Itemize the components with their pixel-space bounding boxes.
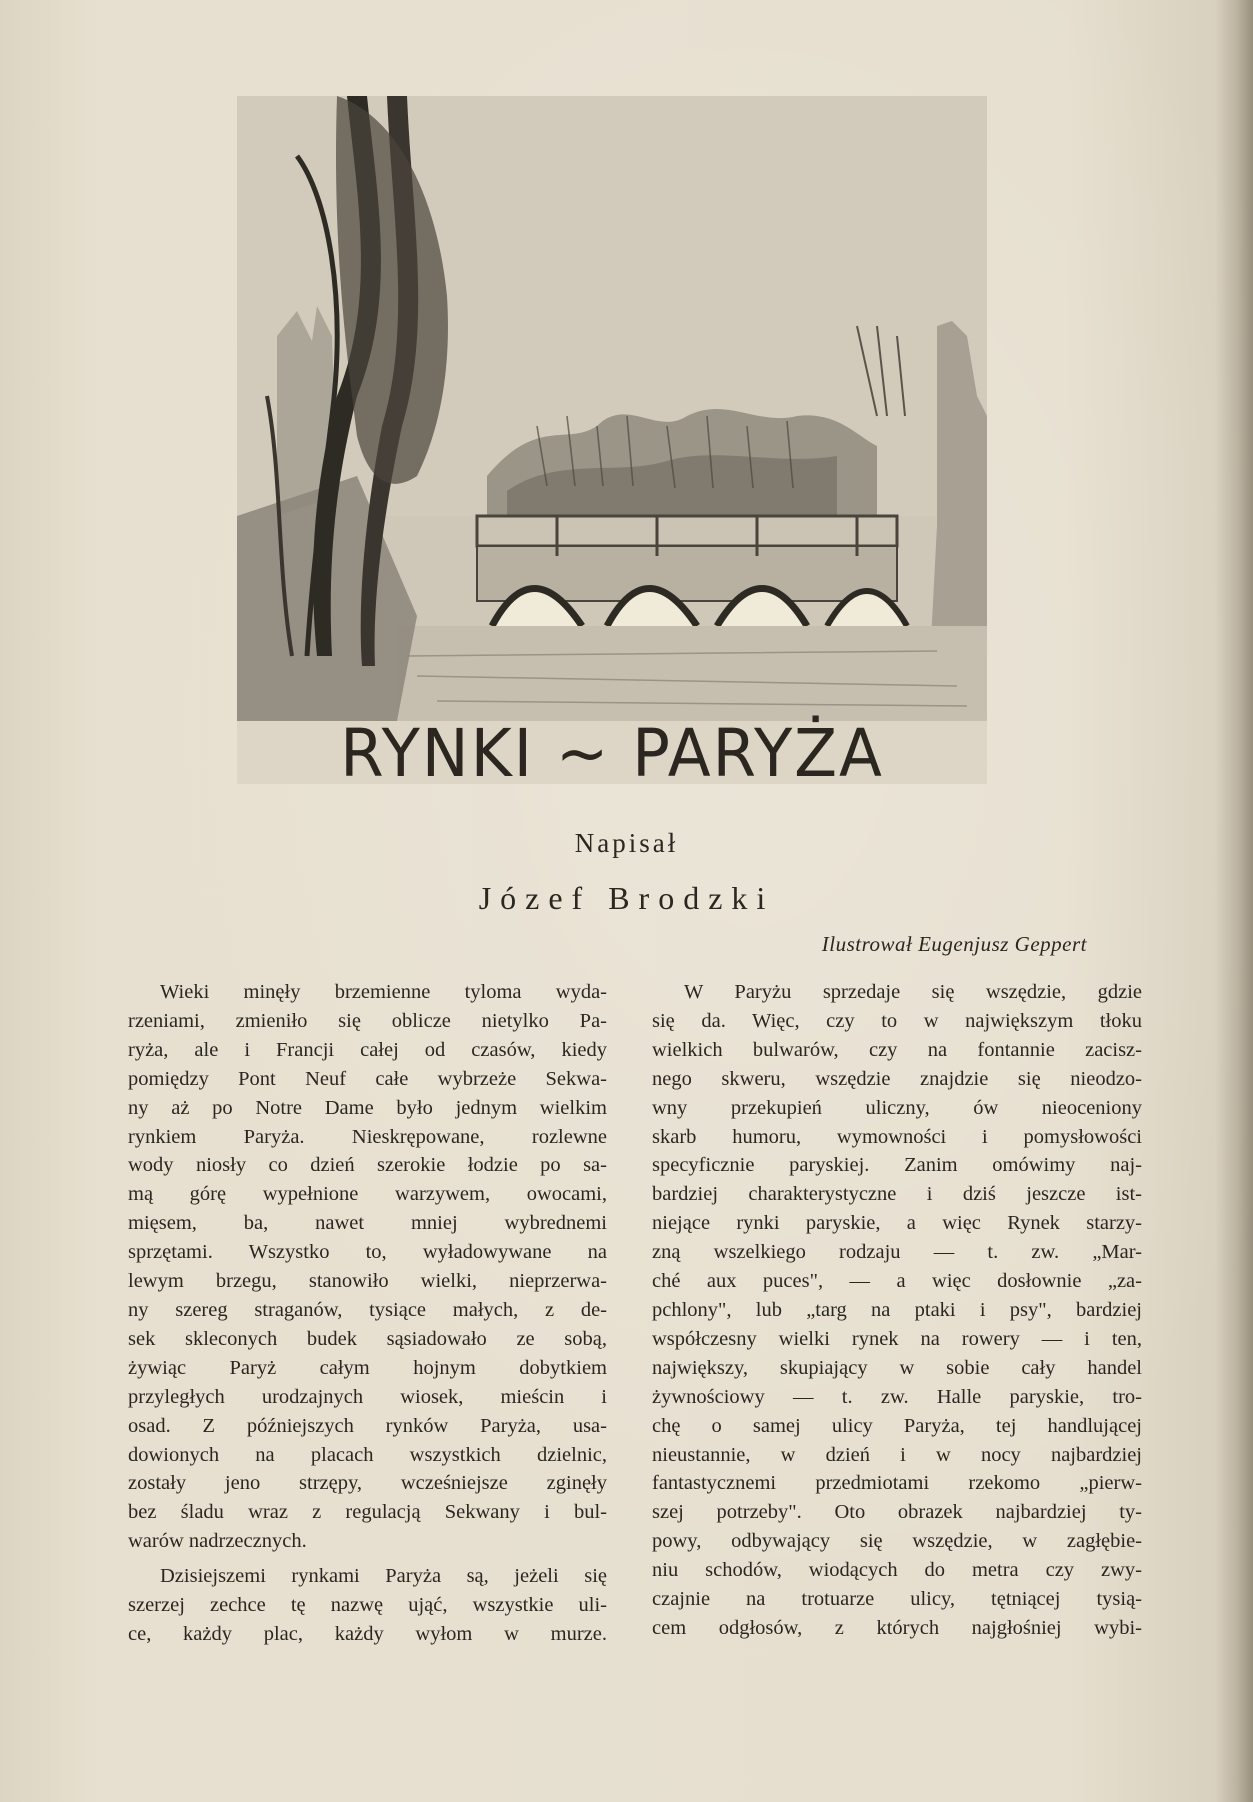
text-line: bez śladu wraz z regulacją Sekwany i bul-: [128, 1501, 607, 1524]
text-line: wielkich bulwarów, czy na fontannie zacisz-: [652, 1038, 1142, 1061]
illustrator-credit: Ilustrował Eugenjusz Geppert: [821, 932, 1087, 956]
article-paragraph: [652, 978, 1142, 1643]
text-line: osad. Z późniejszych rynków Paryża, usa-: [128, 1414, 607, 1437]
text-line: czajnie na trotuarze ulicy, tętniącej tysią-: [652, 1588, 1142, 1611]
text-line: przyległych urodzajnych wiosek, mieścin i: [128, 1385, 607, 1408]
text-line: bardziej charakterystyczne i dziś jeszcze ist-: [652, 1183, 1142, 1206]
text-line: W Paryżu sprzedaje się wszędzie, gdzie: [684, 981, 1142, 1003]
text-line: sek skleconych budek sąsiadowało ze sobą,: [128, 1327, 607, 1350]
text-line: ryża, ale i Francji całej od czasów, kiedy: [128, 1038, 607, 1061]
text-line: lewym brzegu, stanowiło wielki, nieprzerwa-: [128, 1270, 607, 1293]
text-line: niejące rynki paryskie, a więc Rynek starzy-: [652, 1212, 1142, 1235]
text-line: żywnościowy — t. zw. Halle paryskie, tro-: [652, 1385, 1142, 1408]
written-by-label: Napisał: [574, 828, 679, 858]
article-paragraph: [128, 978, 607, 1556]
article-left-column: [128, 978, 607, 1649]
text-line: powy, odbywający się wszędzie, w zagłębie-: [652, 1530, 1142, 1553]
text-line: wody niosły co dzień szerokie łodzie po sa-: [128, 1154, 607, 1177]
text-line: największy, skupiający w sobie cały handel: [652, 1356, 1142, 1379]
bridge-illustration: [237, 96, 987, 784]
text-line: szej potrzeby". Oto obrazek najbardziej ty-: [652, 1501, 1142, 1524]
text-line: Wieki minęły brzemienne tyloma wyda-: [160, 981, 607, 1003]
text-line: rynkiem Paryża. Nieskrępowane, rozlewne: [128, 1125, 607, 1148]
text-line: ché aux puces", — a więc dosłownie „za-: [652, 1270, 1142, 1293]
article-paragraph: [128, 1562, 607, 1649]
text-line: współczesny wielki rynek na rowery — i ten,: [652, 1327, 1142, 1350]
text-line: pomiędzy Pont Neuf całe wybrzeże Sekwa-: [128, 1067, 607, 1090]
article-right-column: [652, 978, 1142, 1643]
text-line: ny aż po Notre Dame było jednym wielkim: [128, 1096, 607, 1119]
text-line: niu schodów, wiodących do metra czy zwy-: [652, 1559, 1142, 1582]
text-line: mięsem, ba, nawet mniej wybrednemi: [128, 1212, 607, 1235]
text-line: żywiąc Paryż całym hojnym dobytkiem: [128, 1356, 607, 1379]
text-line: nieustannie, w dzień i w nocy najbardziej: [652, 1443, 1142, 1466]
text-line: skarb humoru, wymowności i pomysłowości: [652, 1125, 1142, 1148]
text-line: cem odgłosów, z których najgłośniej wybi-: [652, 1616, 1142, 1639]
text-line: dowionych na placach wszystkich dzielnic,: [128, 1443, 607, 1466]
text-line: rzeniami, zmieniło się oblicze nietylko Pa-: [128, 1009, 607, 1032]
text-line: warów nadrzecznych.: [128, 1530, 307, 1553]
text-line: wny przekupień uliczny, ów nieoceniony: [652, 1096, 1142, 1119]
text-line: ce, każdy plac, każdy wyłom w murze.: [128, 1622, 607, 1645]
illustration-title-lettering: RYNKI ~ PARYŻA: [340, 715, 884, 784]
text-line: pchlony", lub „targ na ptaki i psy", bardziej: [652, 1298, 1142, 1321]
text-line: nego skweru, wszędzie znajdzie się nieodzo-: [652, 1067, 1142, 1090]
text-line: zostały jeno strzępy, wcześniejsze zginęły: [128, 1472, 607, 1495]
text-line: Dzisiejszemi rynkami Paryża są, jeżeli się: [160, 1565, 607, 1588]
text-line: mą górę wypełnione warzywem, owocami,: [128, 1183, 607, 1206]
text-line: ny szereg straganów, tysiące małych, z de-: [128, 1298, 607, 1321]
author-name: Józef Brodzki: [478, 880, 775, 916]
text-line: chę o samej ulicy Paryża, tej handlującej: [652, 1414, 1142, 1437]
text-line: się da. Więc, czy to w największym tłoku: [652, 1009, 1142, 1032]
text-line: zną wszelkiego rodzaju — t. zw. „Mar-: [652, 1241, 1142, 1264]
text-line: fantastycznemi przedmiotami rzekomo „pierw-: [652, 1472, 1142, 1495]
text-line: sprzętami. Wszystko to, wyładowywane na: [128, 1241, 607, 1264]
text-line: specyficznie paryskiej. Zanim omówimy naj-: [652, 1154, 1142, 1177]
text-line: szerzej zechce tę nazwę ująć, wszystkie uli-: [128, 1594, 607, 1617]
